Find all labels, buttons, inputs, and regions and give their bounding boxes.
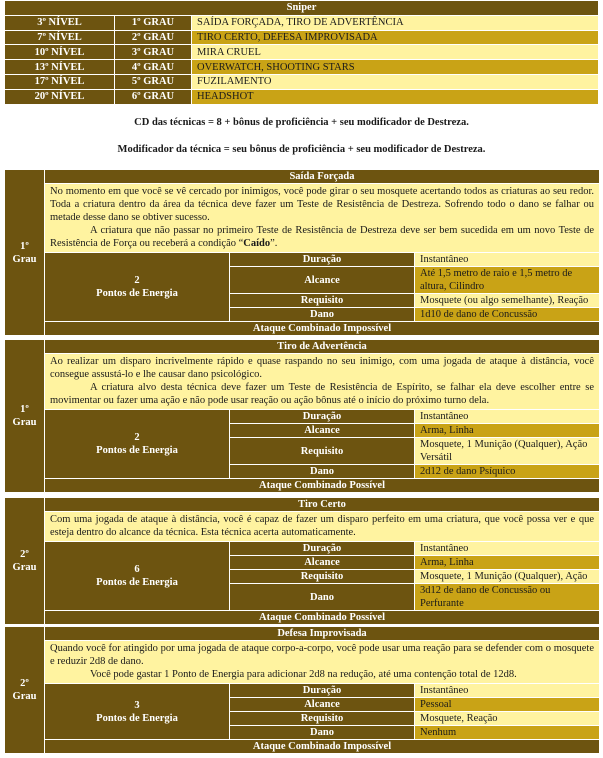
duration-label: Duração [230, 410, 415, 424]
combo-status: Ataque Combinado Impossível [45, 322, 600, 336]
requirement-label: Requisito [230, 570, 415, 584]
range-value: Pessoal [415, 698, 600, 712]
damage-value: 1d10 de dano de Concussão [415, 308, 600, 322]
techniques-cell: HEADSHOT [192, 89, 599, 104]
range-label: Alcance [230, 556, 415, 570]
technique-grade: 1º Grau [5, 170, 45, 336]
table-row [5, 15, 599, 30]
energy-amount: 6 [134, 564, 140, 575]
energy-label: Pontos de Energia [96, 445, 178, 456]
range-label: Alcance [230, 424, 415, 438]
level-cell: 3º NÍVEL [5, 15, 115, 30]
table-row [5, 30, 599, 45]
description-paragraph: No momento em que você se vê cercado por inimigos, você pode girar o seu mosquete acertando todos as criaturas ao seu redor. Toda a criatura dentro da área da técnica deve fazer um Teste de Resistência de Destreza. Sofrendo todo o dano se falhar ou metade desse dano se obtiver sucesso. [50, 186, 594, 223]
grade-cell: 6º GRAU [115, 89, 192, 104]
level-cell: 17º NÍVEL [5, 74, 115, 89]
technique-grade: 1º Grau [5, 340, 45, 493]
duration-label: Duração [230, 542, 415, 556]
technique-tiro-de-advertencia [4, 339, 600, 493]
description-paragraph: Com uma jogada de ataque à distância, você é capaz de fazer um disparo perfeito em uma criatura, que você possa ver e que esteja dentro do alcance da técnica. Esta técnica acerta automaticamente. [50, 514, 594, 538]
energy-amount: 2 [134, 432, 140, 443]
requirement-value: Mosquete, Reação [415, 712, 600, 726]
technique-description [45, 354, 600, 410]
description-paragraph: Ao realizar um disparo incrivelmente rápido e quase raspando no seu inimigo, com uma jogada de ataque à distância, você consegue assustá-lo e lhe causar dano psicológico. [50, 356, 594, 380]
requirement-value: Mosquete (ou algo semelhante), Reação [415, 294, 600, 308]
range-label: Alcance [230, 698, 415, 712]
technique-saida-forcada [4, 169, 600, 336]
description-paragraph: Quando você for atingido por uma jogada de ataque corpo-a-corpo, você pode usar uma reação para se defender com o mosquete e reduzir 2d8 de dano. [50, 643, 594, 667]
grade-cell: 3º GRAU [115, 45, 192, 60]
cd-formula: CD das técnicas = 8 + bônus de proficiência + seu modificador de Destreza. [134, 117, 469, 128]
requirement-value: Mosquete, 1 Munição (Qualquer), Ação [415, 570, 600, 584]
damage-label: Dano [230, 308, 415, 322]
techniques-cell: FUZILAMENTO [192, 74, 599, 89]
duration-label: Duração [230, 684, 415, 698]
techniques-cell: MIRA CRUEL [192, 45, 599, 60]
techniques-cell: TIRO CERTO, DEFESA IMPROVISADA [192, 30, 599, 45]
damage-value: 2d12 de dano Psíquico [415, 465, 600, 479]
energy-cost [45, 684, 230, 740]
table-row [5, 60, 599, 75]
technique-description [45, 641, 600, 684]
level-cell: 7º NÍVEL [5, 30, 115, 45]
progression-table [4, 0, 599, 105]
range-label: Alcance [230, 267, 415, 294]
damage-value: 3d12 de dano de Concussão ou Perfurante [415, 584, 600, 611]
duration-value: Instantâneo [415, 410, 600, 424]
description-paragraph: A criatura que não passar no primeiro Teste de Resistência de Destreza deve ser bem sucedida em um novo Teste de Resistência de Força ou receberá a condição “Caído”. [50, 225, 594, 249]
technique-title: Tiro Certo [45, 498, 600, 512]
duration-value: Instantâneo [415, 684, 600, 698]
level-cell: 10º NÍVEL [5, 45, 115, 60]
energy-cost [45, 410, 230, 479]
description-paragraph: A criatura alvo desta técnica deve fazer um Teste de Resistência de Espírito, se falhar ela deve escolher entre se movimentar ou fazer uma ação e não pode usar reação ou ação bônus até o início do próximo turno dela. [50, 382, 594, 406]
technique-description [45, 512, 600, 542]
range-value: Até 1,5 metro de raio e 1,5 metro de altura, Cilindro [415, 267, 600, 294]
requirement-label: Requisito [230, 294, 415, 308]
requirement-value: Mosquete, 1 Munição (Qualquer), Ação Versátil [415, 438, 600, 465]
modifier-formula: Modificador da técnica = seu bônus de proficiência + seu modificador de Destreza. [117, 144, 486, 155]
energy-cost [45, 253, 230, 322]
grade-cell: 2º GRAU [115, 30, 192, 45]
table-row [5, 74, 599, 89]
technique-defesa-improvisada [4, 626, 600, 754]
grade-cell: 4º GRAU [115, 60, 192, 75]
techniques-cell: SAÍDA FORÇADA, TIRO DE ADVERTÊNCIA [192, 15, 599, 30]
technique-grade: 2º Grau [5, 498, 45, 625]
damage-label: Dano [230, 726, 415, 740]
technique-title: Defesa Improvisada [45, 627, 600, 641]
level-cell: 13º NÍVEL [5, 60, 115, 75]
technique-title: Tiro de Advertência [45, 340, 600, 354]
technique-description [45, 184, 600, 253]
technique-tiro-certo [4, 497, 600, 625]
duration-value: Instantâneo [415, 542, 600, 556]
grade-cell: 1º GRAU [115, 15, 192, 30]
technique-grade: 2º Grau [5, 627, 45, 754]
energy-label: Pontos de Energia [96, 712, 178, 724]
progression-title: Sniper [5, 1, 599, 16]
duration-value: Instantâneo [415, 253, 600, 267]
energy-cost [45, 542, 230, 611]
damage-label: Dano [230, 584, 415, 611]
duration-label: Duração [230, 253, 415, 267]
energy-amount: 3 [134, 699, 140, 711]
requirement-label: Requisito [230, 438, 415, 465]
table-row [5, 45, 599, 60]
requirement-label: Requisito [230, 712, 415, 726]
technique-title: Saída Forçada [45, 170, 600, 184]
energy-label: Pontos de Energia [96, 288, 178, 299]
table-row [5, 89, 599, 104]
damage-value: Nenhum [415, 726, 600, 740]
combo-status: Ataque Combinado Impossível [45, 740, 600, 754]
combo-status: Ataque Combinado Possível [45, 479, 600, 493]
description-paragraph: Você pode gastar 1 Ponto de Energia para adicionar 2d8 na redução, até uma contenção total de 12d8. [90, 669, 517, 680]
energy-amount: 2 [134, 275, 140, 286]
grade-cell: 5º GRAU [115, 74, 192, 89]
energy-label: Pontos de Energia [96, 577, 178, 588]
condition-keyword: Caído [243, 238, 271, 249]
combo-status: Ataque Combinado Possível [45, 611, 600, 625]
range-value: Arma, Linha [415, 556, 600, 570]
level-cell: 20º NÍVEL [5, 89, 115, 104]
damage-label: Dano [230, 465, 415, 479]
techniques-cell: OVERWATCH, SHOOTING STARS [192, 60, 599, 75]
range-value: Arma, Linha [415, 424, 600, 438]
